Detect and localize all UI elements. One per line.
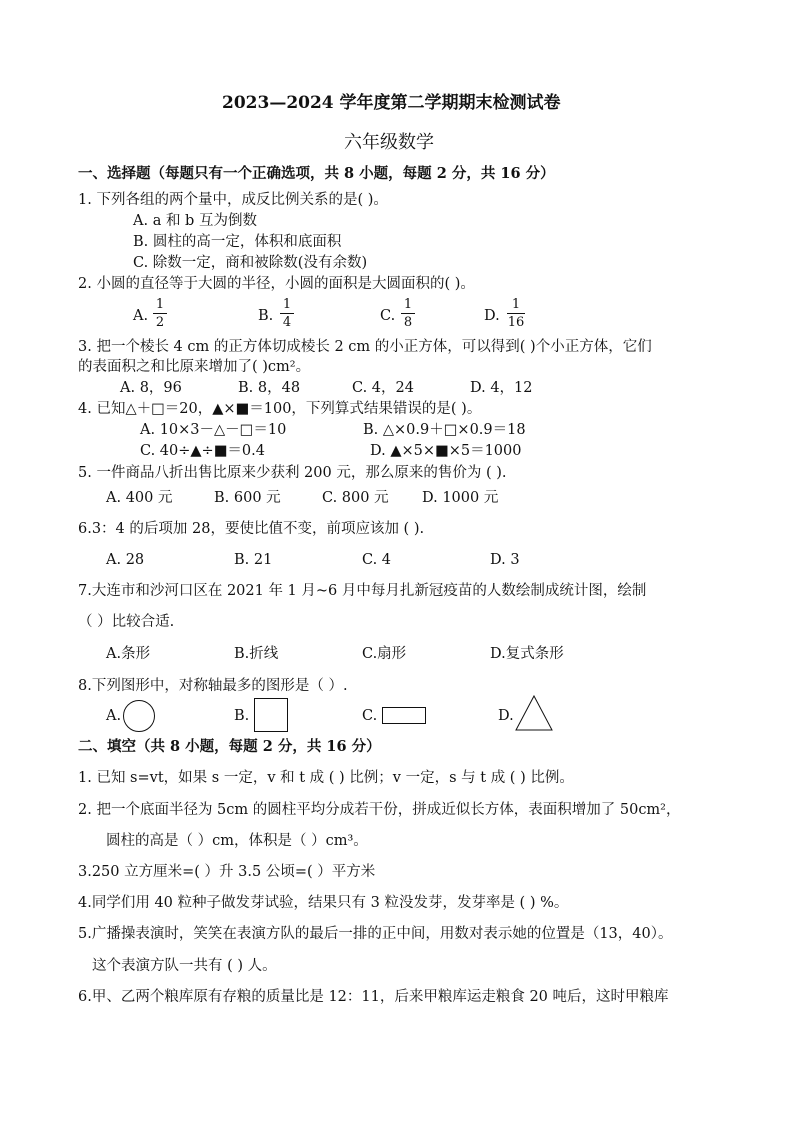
q7-line1: 7.大连市和沙河口区在 2021 年 1 月~6 月中每月扎新冠疫苗的人数绘制成统计图，绘制: [78, 583, 647, 599]
q3-line1: 3. 把一个棱长 4 cm 的正方体切成棱长 2 cm 的小正方体，可以得到( )个小正方体，它们: [78, 339, 652, 355]
triangle-shape: [514, 694, 554, 732]
q5-option-a: A. 400 元: [106, 490, 173, 506]
q7-option-b: B.折线: [234, 646, 279, 662]
section2-heading: 二、填空（共 8 小题，每题 2 分，共 16 分）: [78, 738, 381, 755]
q8-option-c-label: C.: [362, 708, 378, 724]
q2-a-denominator: 2: [155, 315, 165, 330]
s2-question-1: 1. 已知 s=vt，如果 s 一定，v 和 t 成 ( ) 比例；v 一定，s 与 t 成 ( ) 比例。: [78, 770, 574, 786]
q8-stem: 8.下列图形中，对称轴最多的图形是（ ）.: [78, 678, 348, 694]
q2-option-a-label: A.: [133, 308, 149, 324]
q2-b-numerator: 1: [280, 297, 294, 314]
q2-c-denominator: 8: [403, 315, 413, 330]
q7-line2: （ ）比较合适.: [78, 614, 175, 630]
q3-option-a: A. 8，96: [120, 380, 182, 396]
q5-option-b: B. 600 元: [214, 490, 281, 506]
q4-stem: 4. 已知△＋□＝20，▲×■＝100，下列算式结果错误的是( )。: [78, 401, 482, 417]
s2-question-3: 3.250 立方厘米=( ）升 3.5 公顷=( ）平方米: [78, 864, 376, 880]
s2-question-2-line2: 圆柱的高是（ ）cm，体积是（ ）cm³。: [106, 833, 368, 849]
q5-option-c: C. 800 元: [322, 490, 389, 506]
q2-option-b-fraction: [280, 297, 294, 330]
s2-question-4: 4.同学们用 40 粒种子做发芽试验，结果只有 3 粒没发芽，发芽率是 ( ) %。: [78, 895, 569, 911]
circle-shape: [123, 700, 155, 732]
exam-title: 2023—2024 学年度第二学期期末检测试卷: [222, 93, 561, 113]
q4-option-c: C. 40÷▲÷■＝0.4: [140, 443, 265, 459]
q2-option-c-label: C.: [380, 308, 396, 324]
q1-option-c: C. 除数一定，商和被除数(没有余数): [133, 255, 368, 271]
q7-option-d: D.复式条形: [490, 646, 564, 662]
exam-subtitle: 六年级数学: [344, 132, 434, 153]
q5-stem: 5. 一件商品八折出售比原来少获利 200 元，那么原来的售价为 ( ).: [78, 465, 507, 481]
rectangle-shape: [382, 707, 426, 724]
q1-stem: 1. 下列各组的两个量中，成反比例关系的是( )。: [78, 192, 388, 208]
q3-option-d: D. 4，12: [470, 380, 533, 396]
q4-option-a: A. 10×3－△－□＝10: [140, 422, 287, 438]
q2-option-b-label: B.: [258, 308, 274, 324]
q2-b-denominator: 4: [282, 315, 292, 330]
s2-question-5-line2: 这个表演方队一共有 ( ) 人。: [92, 958, 277, 974]
q8-option-d-label: D.: [498, 708, 514, 724]
q8-option-b-label: B.: [234, 708, 250, 724]
section1-heading: 一、选择题（每题只有一个正确选项，共 8 小题，每题 2 分，共 16 分）: [78, 165, 555, 182]
q2-c-numerator: 1: [401, 297, 415, 314]
q3-line2: 的表面积之和比原来增加了( )cm²。: [78, 359, 311, 375]
q2-option-c-fraction: [401, 297, 415, 330]
q6-option-a: A. 28: [106, 552, 145, 568]
q2-option-d-fraction: [507, 297, 525, 330]
q2-d-denominator: 16: [507, 315, 525, 330]
q2-option-a-fraction: [153, 297, 167, 330]
q6-stem: 6.3：4 的后项加 28，要使比值不变，前项应该加 ( ).: [78, 521, 425, 537]
q6-option-d: D. 3: [490, 552, 520, 568]
q2-option-d-label: D.: [484, 308, 500, 324]
q3-option-b: B. 8，48: [238, 380, 301, 396]
s2-question-2-line1: 2. 把一个底面半径为 5cm 的圆柱平均分成若干份，拼成近似长方体，表面积增加了 50cm²，: [78, 802, 681, 818]
s2-question-6: 6.甲、乙两个粮库原有存粮的质量比是 12：11，后来甲粮库运走粮食 20 吨后，这时甲粮库: [78, 989, 669, 1005]
q6-option-b: B. 21: [234, 552, 273, 568]
q7-option-a: A.条形: [106, 646, 151, 662]
q4-option-d: D. ▲×5×■×5＝1000: [370, 443, 522, 459]
q4-option-b: B. △×0.9＋□×0.9＝18: [363, 422, 526, 438]
s2-question-5-line1: 5.广播操表演时，笑笑在表演方队的最后一排的正中间，用数对表示她的位置是（13，40）。: [78, 926, 673, 942]
q6-option-c: C. 4: [362, 552, 392, 568]
q1-option-a: A. a 和 b 互为倒数: [133, 213, 257, 229]
q2-d-numerator: 1: [507, 297, 525, 314]
q3-option-c: C. 4，24: [352, 380, 414, 396]
q5-option-d: D. 1000 元: [422, 490, 499, 506]
q8-option-a-label: A.: [106, 708, 122, 724]
q2-stem: 2. 小圆的直径等于大圆的半径，小圆的面积是大圆面积的( )。: [78, 276, 475, 292]
q2-a-numerator: 1: [153, 297, 167, 314]
q1-option-b: B. 圆柱的高一定，体积和底面积: [133, 234, 342, 250]
q7-option-c: C.扇形: [362, 646, 407, 662]
square-shape: [254, 698, 288, 732]
